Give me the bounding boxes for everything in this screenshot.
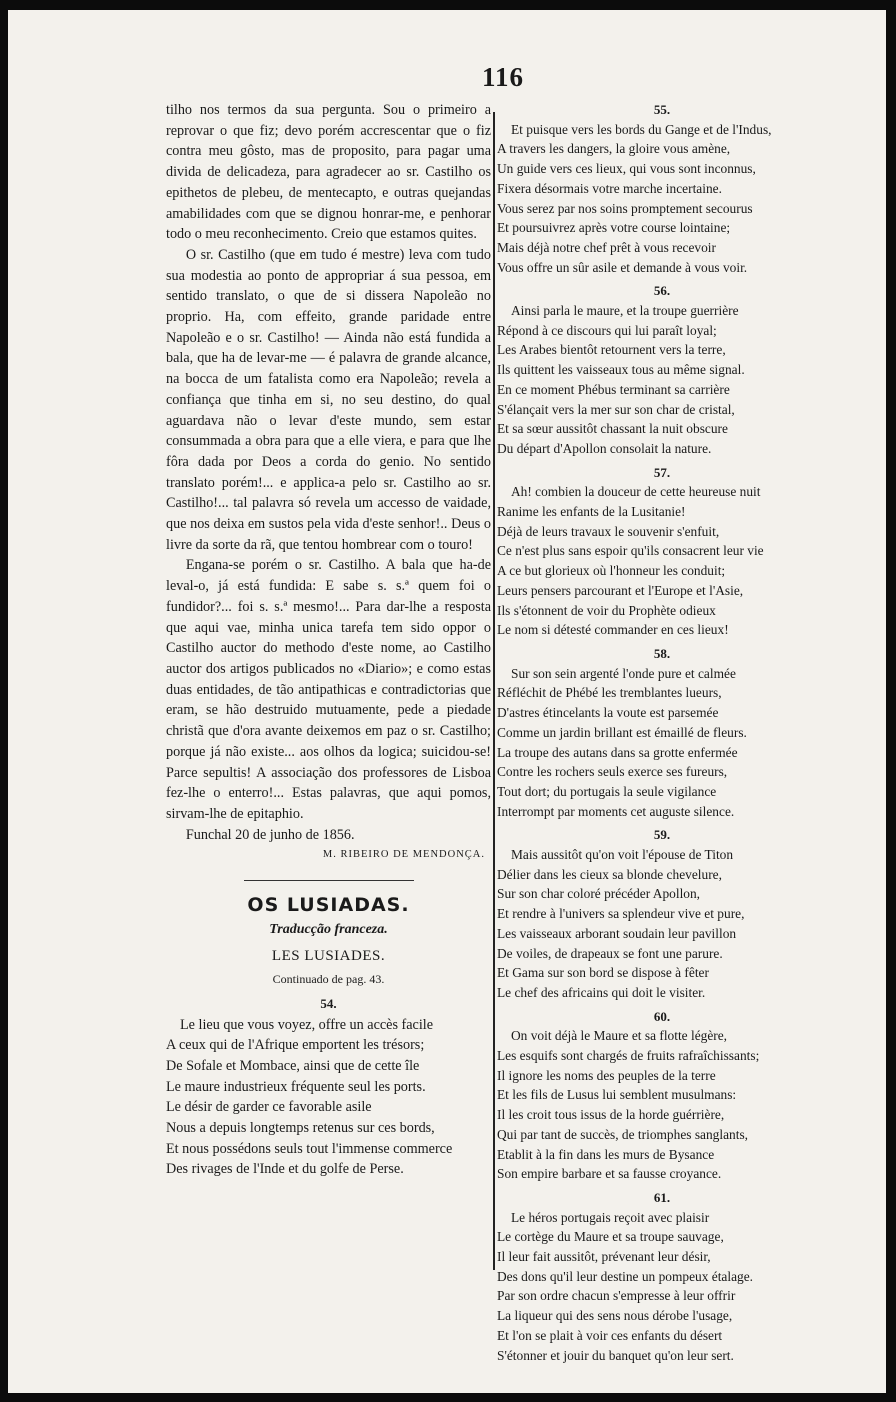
verse-line: Le nom si détesté commander en ces lieux! (497, 622, 729, 638)
signature: M. RIBEIRO DE MENDONÇA. (322, 849, 485, 861)
verse-line: Fixera désormais votre marche incertaine. (497, 180, 722, 196)
verse-line: A travers les dangers, la gloire vous amène, (497, 141, 731, 157)
stanza-number: 61. (653, 1189, 671, 1205)
verse-line: Nous a depuis longtemps retenus sur ces bords, (166, 1120, 435, 1137)
stanza (497, 825, 827, 1002)
verse-line: Sur son sein argenté l'onde pure et calmée (511, 665, 736, 681)
verse-line: Et Gama sur son bord se dispose à fêter (497, 965, 709, 981)
verse-line: Le maure industrieux fréquente seul les ports. (166, 1078, 426, 1095)
verse-line: A ceux qui de l'Afrique emportent les trésors; (166, 1037, 425, 1054)
verse-line: Réfléchit de Phébé les tremblantes lueurs, (497, 685, 722, 701)
right-column (497, 100, 827, 1369)
verse-line: S'élançait vers la mer sur son char de cristal, (497, 401, 735, 417)
verse-line: Les esquifs sont chargés de fruits rafraîchissants; (497, 1048, 760, 1064)
stanza-number: 59. (653, 827, 671, 843)
verse-line: Mais déjà notre chef prêt à vous recevoir (497, 239, 716, 255)
paragraph: O sr. Castilho (que em tudo é mestre) leva com tudo sua modestia ao ponto de appropriar á sua pessoa, em sentido translato, o que de si dissera Napoleão no proprio. Ha, com effeito, grande paridade entre Napoleão e o sr. Castilho! — Ainda não está fundida a bala, que ha de levar-me — é palavra de grande alcance, na bocca de um fatalista como era Napoleão; revela a confiança que tinha em si, no seu destino, do qual aguardava não o levar d'este mundo, sem estar consummada a obra para que a elle viera, e para que lhe fôra dada por Deos a corda do genio. No sentido translato porém!... e applica-a pelo sr. Castilho ao sr. Castilho!... tal palavra só revela um accesso de vaidade, que nos deixa em sustos pela vida d'este senhor!.. Deus o livre da sorte da rã, que tentou hombrear com o touro! (166, 246, 491, 553)
verse-line: Le lieu que vous voyez, offre un accès facile (180, 1016, 434, 1033)
verse-line: D'astres étincelants la voute est parsemée (497, 705, 719, 721)
section-divider (244, 880, 414, 881)
verse-line: La troupe des autans dans sa grotte enfermée (497, 744, 738, 760)
stanza-number: 57. (653, 464, 671, 480)
verse-line: Déjà de leurs travaux le souvenir s'enfuit, (497, 523, 720, 539)
stanza-number: 58. (653, 645, 671, 661)
verse-line: Le chef des africains qui doit le visiter. (497, 984, 706, 1000)
verse-line: Les Arabes bientôt retournent vers la terre, (497, 342, 726, 358)
verse-line: La liqueur qui des sens nous dérobe l'usage, (497, 1308, 733, 1324)
verse-line: Ainsi parla le maure, et la troupe guerrière (511, 303, 739, 319)
stanza (166, 994, 491, 1180)
verse-line: Et les fils de Lusus lui semblent musulmans: (497, 1087, 737, 1103)
verse-line: On voit déjà le Maure et sa flotte légère, (511, 1028, 728, 1044)
verse-line: Tout dort; du portugais la seule vigilance (497, 783, 717, 799)
continued-note: Continuado de pag. 43. (272, 972, 385, 987)
verse-line: Il ignore les noms des peuples de la terre (497, 1067, 716, 1083)
verse-line: Sur son char coloré précéder Apollon, (497, 886, 701, 902)
verse-line: Ranime les enfants de la Lusitanie! (497, 504, 686, 520)
verse-line: Il les croit tous issus de la horde guérrière, (497, 1107, 725, 1123)
verse-line: Le cortège du Maure et sa troupe sauvage, (497, 1229, 724, 1245)
left-column (166, 100, 491, 1184)
stanza-number: 55. (653, 102, 671, 117)
verse-line: Ah! combien la douceur de cette heureuse nuit (511, 484, 761, 500)
verse-line: Contre les rochers seuls exerce ses fureurs, (497, 764, 728, 780)
stanza (497, 1007, 827, 1184)
verse-line: S'étonner et jouir du banquet qu'on leur sert. (497, 1347, 734, 1363)
verse-line: Ils quittent les vaisseaux tous au même signal. (497, 362, 745, 378)
section-title: OS LUSIADAS. (247, 894, 410, 917)
work-title: LES LUSIADES. (271, 948, 386, 965)
verse-line: Son empire barbare et sa fausse croyance. (497, 1166, 722, 1182)
verse-line: Et nous possédons seuls tout l'immense commerce (166, 1140, 453, 1157)
verse-line: Répond à ce discours qui lui paraît loyal; (497, 322, 717, 338)
page-number: 116 (482, 62, 525, 92)
verse-line: Et l'on se plait à voir ces enfants du désert (497, 1327, 723, 1343)
verse-line: En ce moment Phébus terminant sa carrière (497, 381, 730, 397)
verse-line: Les vaisseaux arborant soudain leur pavillon (497, 925, 737, 941)
verse-line: Interrompt par moments cet auguste silence. (497, 803, 735, 819)
left-stanzas (166, 994, 491, 1180)
verse-line: Et puisque vers les bords du Gange et de l'Indus, (511, 121, 772, 137)
stanza-number: 54. (320, 995, 337, 1011)
verse-line: Il leur fait aussitôt, prévenant leur désir, (497, 1249, 711, 1265)
stanza (497, 463, 827, 640)
verse-line: Vous serez par nos soins promptement secourus (497, 200, 753, 216)
verse-line: Et rendre à l'univers sa splendeur vive et pure, (497, 906, 745, 922)
verse-line: Et poursuivrez après votre course lointaine; (497, 220, 731, 236)
column-divider (493, 112, 495, 1270)
verse-line: Qui par tant de succès, de triomphes sanglants, (497, 1126, 749, 1142)
paragraph: Engana-se porém o sr. Castilho. A bala que ha-de leval-o, já está fundida: E sabe s. s.ª quem foi o fundidor?... foi s. s.ª mesmo!... Para dar-lhe a resposta que aqui vae, minha unica tarefa tem sido oppor o Castilho auctor do methodo d'este nome, ao Castilho auctor dos artigos publicados no «Diario»; e como estas duas entidades, de tão antipathicas e contradictorias que eram, se hão destruido mutuamente, pede a piedade christã que d'ora avante deixemos em paz o sr. Castilho; porque já não existe... aos olhos da logica; suicidou-se! Parce sepultis! A associação dos professores de Lisboa fez-lhe o enterro!... Estas palavras, que aqui pomos, sirvam-lhe de epitaphio. (166, 557, 491, 822)
stanza-number: 60. (653, 1008, 671, 1024)
stanza (497, 281, 827, 458)
verse-line: De Sofale et Mombace, ainsi que de cette île (166, 1057, 420, 1074)
verse-line: Ce n'est plus sans espoir qu'ils consacrent leur vie (497, 543, 764, 559)
verse-line: Des dons qu'il leur destine un pompeux étalage. (497, 1268, 754, 1284)
verse-line: De voiles, de drapeaux se font une parure. (497, 945, 723, 961)
newspaper-page (8, 10, 886, 1393)
verse-line: Un guide vers ces lieux, qui vous sont inconnus, (497, 161, 756, 177)
verse-line: Comme un jardin brillant est émaillé de fleurs. (497, 724, 747, 740)
verse-line: Mais aussitôt qu'on voit l'épouse de Titon (511, 847, 734, 863)
stanza-number: 56. (653, 283, 671, 299)
stanza (497, 644, 827, 821)
stanza (497, 1188, 827, 1365)
dateline: Funchal 20 de junho de 1856. (185, 826, 355, 843)
verse-line: Du départ d'Apollon consolait la nature. (497, 440, 712, 456)
verse-line: Etablit à la fin dans les murs de Bysance (497, 1146, 715, 1162)
verse-line: Le désir de garder ce favorable asile (166, 1099, 372, 1116)
verse-line: A ce but glorieux où l'honneur les conduit; (497, 563, 726, 579)
section-subtitle: Traducção franceza. (269, 921, 388, 937)
verse-line: Des rivages de l'Inde et du golfe de Perse. (166, 1161, 404, 1178)
verse-line: Délier dans les cieux sa blonde chevelure, (497, 866, 722, 882)
verse-line: Leurs pensers parcourant et l'Europe et l'Asie, (497, 582, 744, 598)
verse-line: Vous offre un sûr asile et demande à vous voir. (497, 259, 748, 275)
verse-line: Et sa sœur aussitôt chassant la nuit obscure (497, 421, 728, 437)
paragraph: tilho nos termos da sua pergunta. Sou o primeiro a reprovar o que fiz; devo porém accrescentar que o fiz contra meu gôsto, mas de proposito, para pagar uma divida de delicadeza, para agradecer ao sr. Castilho os epithetos de plebeu, de mentecapto, e outras quejandas amabilidades com que se dignou honrar-me, e penhorar todo o meu reconhecimento. Creio que estamos quites. (166, 102, 491, 243)
verse-line: Ils s'étonnent de voir du Prophète odieux (497, 602, 716, 618)
stanza (497, 100, 827, 277)
verse-line: Le héros portugais reçoit avec plaisir (511, 1209, 710, 1225)
verse-line: Par son ordre chacun s'empresse à leur offrir (497, 1288, 736, 1304)
